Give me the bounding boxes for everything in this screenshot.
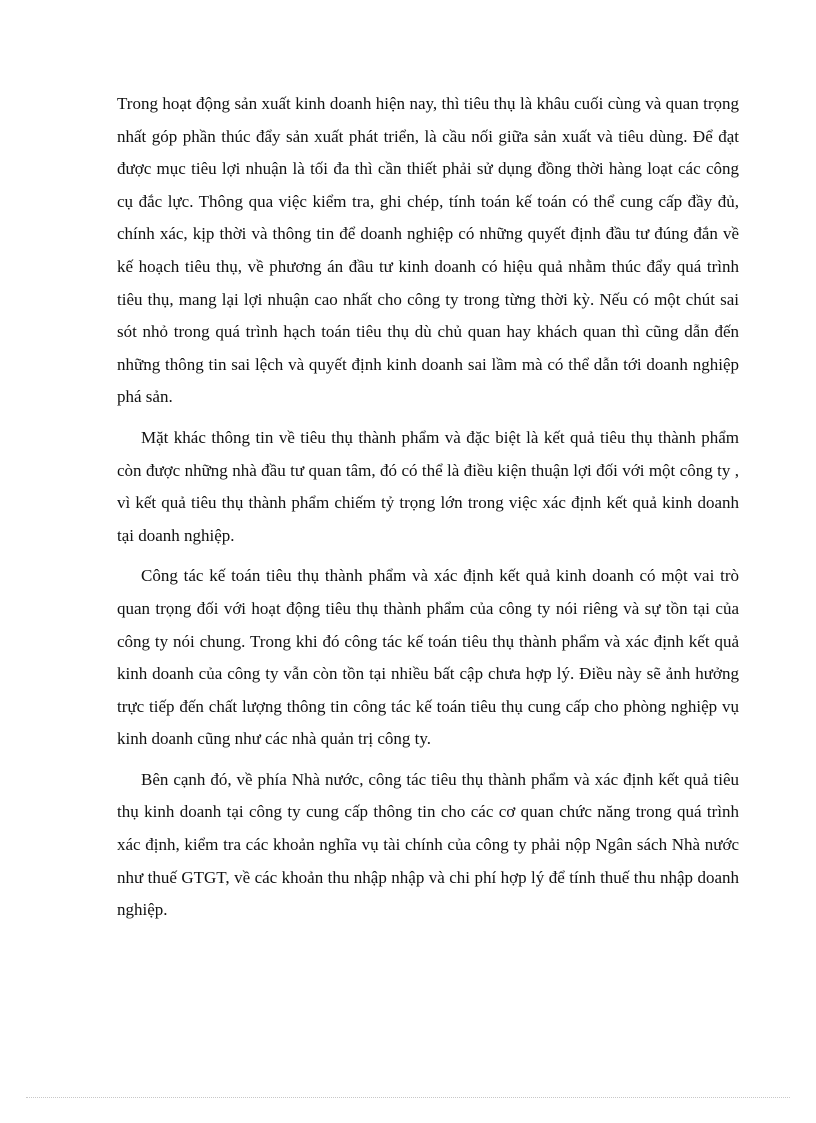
page-bottom-divider: [26, 1097, 790, 1098]
paragraph-4: Bên cạnh đó, về phía Nhà nước, công tác tiêu thụ thành phẩm và xác định kết quả tiêu thụ kinh doanh tại công ty cung cấp thông tin cho các cơ quan chức năng trong quá trình xác định, kiểm tra các khoản nghĩa vụ tài chính của công ty phải nộp Ngân sách Nhà nước như thuế GTGT, về các khoản thu nhập nhập và chi phí hợp lý để tính thuế thu nhập doanh nghiệp.: [117, 769, 739, 920]
paragraph-3: Công tác kế toán tiêu thụ thành phẩm và xác định kết quả kinh doanh có một vai trò quan trọng đối với hoạt động tiêu thụ thành phẩm của công ty nói riêng và sự tồn tại của công ty nói chung. Trong khi đó công tác kế toán tiêu thụ thành phẩm và xác định kết quả kinh doanh của công ty vẫn còn tồn tại nhiều bất cập chưa hợp lý. Điều này sẽ ảnh hưởng trực tiếp đến chất lượng thông tin công tác kế toán tiêu thụ cung cấp cho phòng nghiệp vụ kinh doanh cũng như các nhà quản trị công ty.: [117, 566, 739, 749]
paragraph-2: Mặt khác thông tin về tiêu thụ thành phẩm và đặc biệt là kết quả tiêu thụ thành phẩm còn được những nhà đầu tư quan tâm, đó có thể là điều kiện thuận lợi đối với một công ty , vì kết quả tiêu thụ thành phẩm chiếm tỷ trọng lớn trong việc xác định kết quả kinh doanh tại doanh nghiệp.: [117, 427, 739, 545]
document-body: [117, 88, 739, 927]
paragraph-1: Trong hoạt động sản xuất kinh doanh hiện nay, thì tiêu thụ là khâu cuối cùng và quan trọng nhất góp phần thúc đẩy sản xuất phát triển, là cầu nối giữa sản xuất và tiêu dùng. Để đạt được mục tiêu lợi nhuận là tối đa thì cần thiết phải sử dụng đồng thời hàng loạt các công cụ đắc lực. Thông qua việc kiểm tra, ghi chép, tính toán kế toán có thể cung cấp đầy đủ, chính xác, kịp thời và thông tin để doanh nghiệp có những quyết định đầu tư đúng đắn về kế hoạch tiêu thụ, về phương án đầu tư kinh doanh có hiệu quả nhằm thúc đẩy quá trình tiêu thụ, mang lại lợi nhuận cao nhất cho công ty trong từng thời kỳ. Nếu có một chút sai sót nhỏ trong quá trình hạch toán tiêu thụ dù chủ quan hay khách quan thì cũng dẫn đến những thông tin sai lệch và quyết định kinh doanh sai lầm mà có thể dẫn tới doanh nghiệp phá sản.: [117, 94, 739, 407]
